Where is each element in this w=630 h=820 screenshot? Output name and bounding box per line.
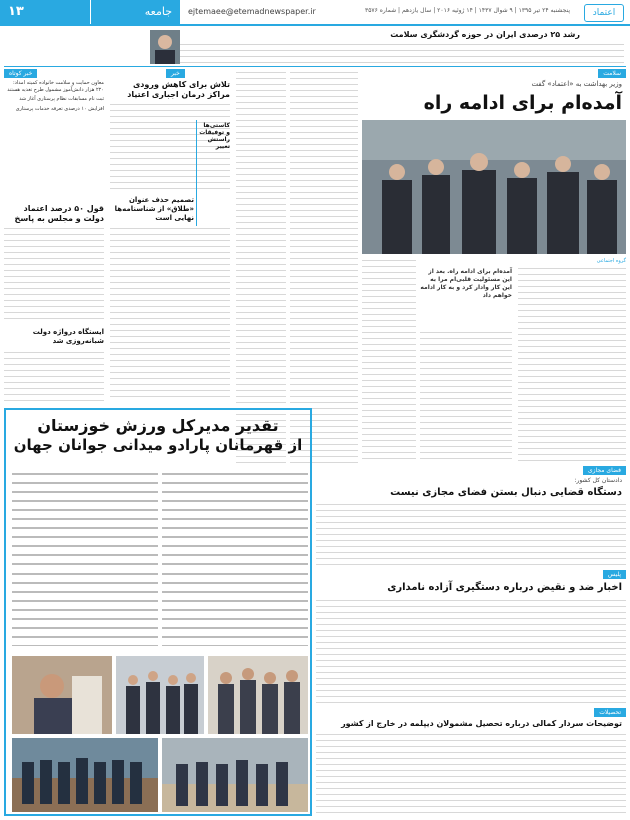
health-body-col1	[518, 266, 626, 464]
sport-photo-5	[162, 738, 308, 812]
sport-photo-4	[12, 738, 158, 812]
cyber-body	[316, 502, 626, 566]
dateline: پنجشنبه ۲۴ تیر ۱۳۹۵ | ۹ شوال ۱۴۳۷ | ۱۴ ژوئیه ۲۰۱۶ | سال یازدهم | شماره ۳۵۷۶	[364, 7, 570, 14]
sport-title-line-1: تقدیر مدیرکل ورزش خوزستان	[37, 416, 279, 435]
left-news-item: افزایش ۱۰ درصدی تعرفه خدمات پرستاری	[15, 105, 104, 112]
page-number: ۱۳	[0, 0, 90, 24]
page-header	[0, 0, 630, 26]
health-kicker: وزیر بهداشت به «اعتماد» گفت	[531, 80, 622, 88]
mid-side-box	[196, 120, 232, 230]
sport-box	[4, 408, 312, 816]
edu-body	[316, 732, 626, 816]
cyber-tag: فضای مجازی	[583, 466, 626, 475]
cyber-kicker: دادستان کل کشور:	[574, 477, 622, 484]
left-news-item: ثبت نام مسابقات نظام پرستاری آغاز شد	[19, 96, 104, 102]
mid-body-2	[110, 226, 230, 402]
health-group-label: گروه اجتماعی	[596, 258, 626, 264]
top-story-title: رشد ۲۵ درصدی ایران در حوزه گردشگری سلامت	[390, 30, 580, 39]
sport-body-mid-right	[162, 570, 308, 646]
health-pull-quote: آمده‌ام برای ادامه راه. بعد از این مسئولیت قلبی‌ام مرا به این کار وادار کرد و به کار ادامه خواهم داد	[420, 268, 512, 299]
health-body-col2	[420, 330, 512, 464]
sport-body-left	[12, 470, 158, 566]
sport-photo-3	[208, 656, 308, 734]
sport-photo-2	[116, 656, 204, 734]
left-story-3-body	[4, 350, 104, 402]
top-story-body	[154, 42, 624, 64]
divider	[4, 66, 626, 67]
police-body	[316, 598, 626, 706]
left-news-item: معاون حمایت و سلامت خانواده کمیته امداد: ۲۲۰ هزار دانش‌آموز مشمول طرح تغذیه هستند	[7, 80, 104, 93]
mid-title-1: تلاش برای کاهش ورودی مراکز درمان اجباری اعتیاد	[127, 80, 230, 99]
health-tag: سلامت	[598, 69, 626, 78]
mid-side-title: کاستی‌ها و توفیقات راستش تغییر	[199, 122, 230, 150]
health-photo	[362, 120, 626, 254]
sport-body-mid-left	[12, 570, 158, 646]
sport-photo-1	[12, 656, 112, 734]
email-address[interactable]: ejtemaee@etemadnewspaper.ir	[188, 7, 316, 16]
top-story	[150, 30, 626, 64]
left-story-2-body	[4, 226, 104, 322]
mid-tag: خبر	[166, 69, 185, 78]
left-story-3-title: ایستگاه درواژه دولت شبانه‌روزی شد	[32, 328, 104, 345]
police-title: اخبار ضد و نقیض درباره دستگیری آزاده نامداری	[387, 582, 622, 593]
cyber-title: دستگاه قضایی دنبال بستن فضای مجازی نیست	[390, 487, 622, 498]
newspaper-logo: اعتماد	[584, 4, 624, 22]
health-body-col3	[362, 258, 416, 464]
health-title: آمده‌ام برای ادامه راه	[423, 92, 622, 114]
mid-title-2: تصمیم حذف عنوان «طلاق» از شناسنامه‌ها نهایی است	[114, 196, 194, 222]
sport-body-right	[162, 470, 308, 566]
section-title: جامعه	[90, 0, 180, 24]
health-body-col4	[290, 70, 358, 464]
health-body-col5	[236, 70, 286, 464]
left-story-2-title: قول ۵۰ درصد اعتماد دولت و مجلس به پاسخ	[14, 204, 104, 223]
sport-title-line-2: از قهرمانان پارادو میدانی جوانان جهان	[13, 436, 303, 454]
author-photo	[150, 30, 180, 64]
edu-title: توضیحات سردار کمالی درباره تحصیل مشمولان دیپلمه در خارج از کشور	[341, 719, 622, 728]
left-tag: خبر کوتاه	[4, 69, 37, 78]
police-tag: پلیس	[603, 570, 626, 579]
left-news-list	[4, 80, 104, 180]
edu-tag: تحصیلات	[594, 708, 626, 717]
